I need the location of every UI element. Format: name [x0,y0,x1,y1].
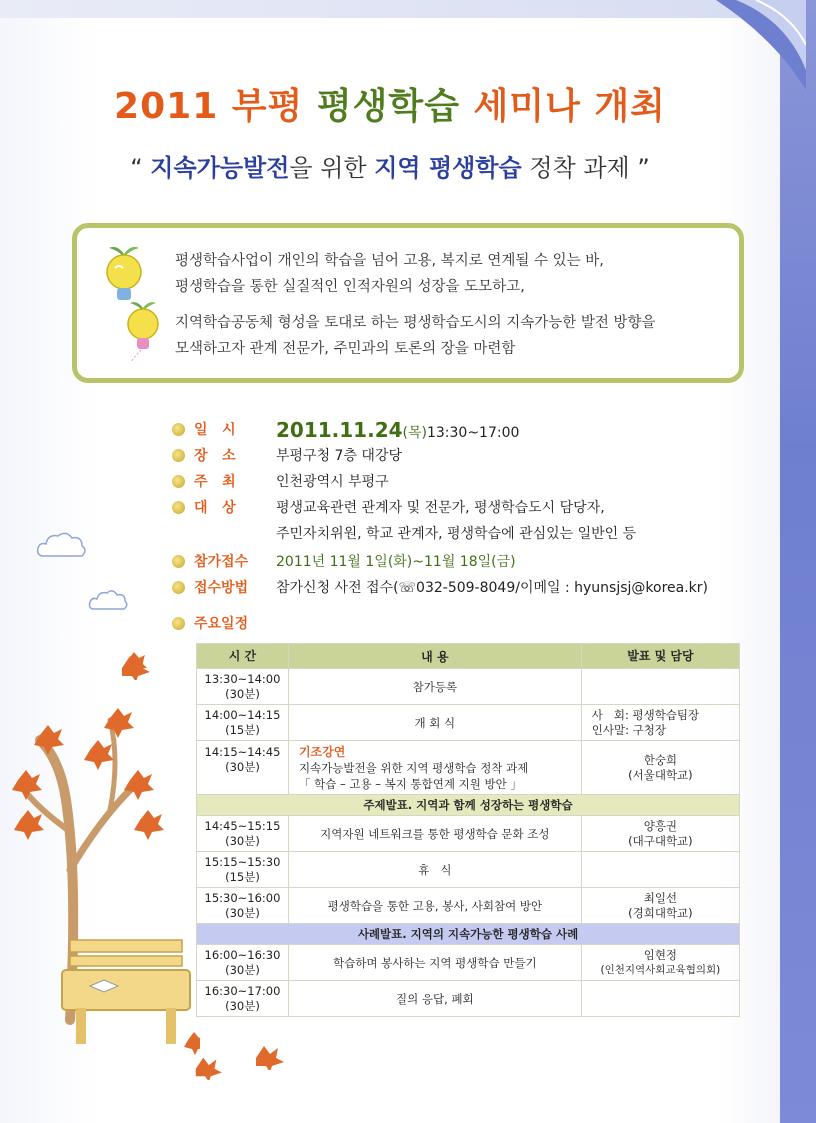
time-range: 13:30~14:00 [204,671,281,686]
intro-line: 모색하고자 관계 전문가, 주민과의 토론의 장을 마련함 [175,341,516,357]
page-title [0,78,780,129]
table-row [197,852,740,888]
date-day: (목) [402,425,427,441]
page-curl-decoration [716,0,806,90]
maple-leaf-icon [250,1040,286,1070]
presenter-cell [581,945,739,981]
header-content: 내 용 [288,644,581,669]
intro-text [175,248,735,362]
time-range: 14:45~15:15 [204,818,281,833]
content-cell: 휴 식 [288,852,581,888]
presenter-cell [581,816,739,852]
registration-value: 2011년 11월 1일(화)~11월 18일(금) [276,554,516,570]
time-duration: (30분) [225,760,260,774]
schedule-table [196,643,740,1017]
subtitle-for: 을 위한 [289,154,375,182]
content-cell: 지역자원 네트워크를 통한 평생학습 문화 조성 [288,816,581,852]
page-subtitle [0,148,780,183]
time-cell [197,852,289,888]
schedule-label: 주요일정 [194,616,249,632]
bullet-dot-icon [172,449,185,462]
presenter-affiliation: (대구대학교) [628,833,693,848]
presenter-name: 임현정 [643,947,678,962]
section-title: 주제발표. 지역과 함께 성장하는 평생학습 [197,795,740,816]
maple-leaf-icon [190,1052,224,1080]
bullet-dot-icon [172,555,185,568]
date-time: 13:30~17:00 [426,425,520,441]
content-cell: 개 회 식 [288,705,581,741]
presenter-name: 한숭희 [643,752,678,767]
time-range: 16:00~16:30 [204,947,281,962]
content-cell: 참가등록 [288,669,581,705]
autumn-tree-illustration [0,640,200,1060]
target-label: 대 상 [194,500,236,516]
time-cell [197,816,289,852]
title-lifelong-learning: 평생학습 [316,86,460,127]
time-duration: (30분) [225,905,260,920]
intro-line: 평생학습사업이 개인의 학습을 넘어 고용, 복지로 연계될 수 있는 바, [175,253,604,269]
target-value-line1: 평생교육관련 관계자 및 전문가, 평생학습도시 담당자, [276,500,605,516]
table-row [197,816,740,852]
registration-label: 참가접수 [194,554,249,570]
presenter-cell [581,741,739,795]
table-row [197,741,740,795]
presenter-cell [581,981,739,1017]
lightbulb-small-icon [121,298,165,362]
presenter-line: 인사말: 구청장 [591,722,666,737]
time-duration: (15분) [225,869,260,884]
time-range: 14:15~14:45 [204,745,281,759]
right-frame-band [780,0,816,1123]
cloud-icon [88,588,128,612]
presenter-cell [581,705,739,741]
time-duration: (30분) [225,962,260,977]
presenter-cell [581,852,739,888]
time-cell [197,888,289,924]
place-value: 부평구청 7층 대강당 [276,448,402,464]
time-cell [197,981,289,1017]
time-range: 14:00~14:15 [204,707,281,722]
time-cell [197,705,289,741]
title-year-place: 2011 부평 [114,86,304,127]
bullet-dot-icon [172,475,185,488]
date-label: 일 시 [194,422,236,438]
keynote-subtopic: 「 학습 – 고용 – 복지 통합연계 지원 방안 」 [298,776,522,791]
bullet-dot-icon [172,423,185,436]
subtitle-regional-learning: 지역 평생학습 [374,154,522,182]
cloud-icon [36,530,88,560]
subtitle-sustainable: 지속가능발전 [150,154,290,182]
bullet-dot-icon [172,581,185,594]
content-cell: 평생학습을 통한 고용, 봉사, 사회참여 방안 [288,888,581,924]
subtitle-task: 정착 과제 [521,154,630,182]
section-row-topic [197,795,740,816]
method-label: 접수방법 [194,580,249,596]
subtitle-close-quote: ” [629,154,650,182]
keynote-topic: 지속가능발전을 위한 지역 평생학습 정착 과제 [298,760,529,775]
time-duration: (30분) [225,998,260,1013]
header-presenter: 발표 및 담당 [581,644,739,669]
time-cell [197,741,289,795]
target-value-line2: 주민자치위원, 학교 관계자, 평생학습에 관심있는 일반인 등 [276,526,637,542]
maple-leaf-icon [116,650,152,680]
table-row [197,945,740,981]
presenter-cell [581,888,739,924]
table-row [197,669,740,705]
time-range: 15:30~16:00 [204,890,281,905]
content-cell: 질의 응답, 폐회 [288,981,581,1017]
intro-box [72,223,744,383]
table-header-row [197,644,740,669]
bullet-dot-icon [172,501,185,514]
presenter-cell [581,669,739,705]
presenter-name: 양흥권 [643,818,678,833]
table-row [197,981,740,1017]
time-range: 15:15~15:30 [204,854,281,869]
presenter-name: 최일선 [643,890,678,905]
date-value [276,418,519,445]
presenter-affiliation: (서울대학교) [628,767,693,782]
bullet-dot-icon [172,617,185,630]
section-row-case [197,924,740,945]
keynote-title: 기조강연 [298,744,346,759]
method-value: 참가신청 사전 접수(☏032-509-8049/이메일 : hyunsjsj@korea.kr) [276,580,709,596]
presenter-line: 사 회: 평생학습팀장 [591,707,700,722]
header-time: 시 간 [197,644,289,669]
title-seminar: 세미나 개최 [473,86,666,127]
date-main: 2011.11.24 [276,418,403,442]
place-label: 장 소 [194,448,236,464]
host-value: 인천광역시 부평구 [276,474,389,490]
subtitle-open-quote: “ [130,154,151,182]
time-cell [197,945,289,981]
host-label: 주 최 [194,474,236,490]
top-frame-band [0,0,816,18]
time-duration: (30분) [225,833,260,848]
presenter-affiliation: (인천지역사회교육협의회) [600,963,721,976]
presenter-affiliation: (경희대학교) [628,905,693,920]
section-title: 사례발표. 지역의 지속가능한 평생학습 사례 [197,924,740,945]
table-row [197,705,740,741]
time-range: 16:30~17:00 [204,983,281,998]
time-cell [197,669,289,705]
content-cell: 학습하며 봉사하는 지역 평생학습 만들기 [288,945,581,981]
intro-line: 지역학습공동체 형성을 토대로 하는 평생학습도시의 지속가능한 발전 방향을 [175,315,656,331]
content-cell [288,741,581,795]
table-row [197,888,740,924]
time-duration: (15분) [225,722,260,737]
intro-line: 평생학습을 통한 실질적인 인적자원의 성장을 도모하고, [175,279,525,295]
time-duration: (30분) [225,686,260,701]
